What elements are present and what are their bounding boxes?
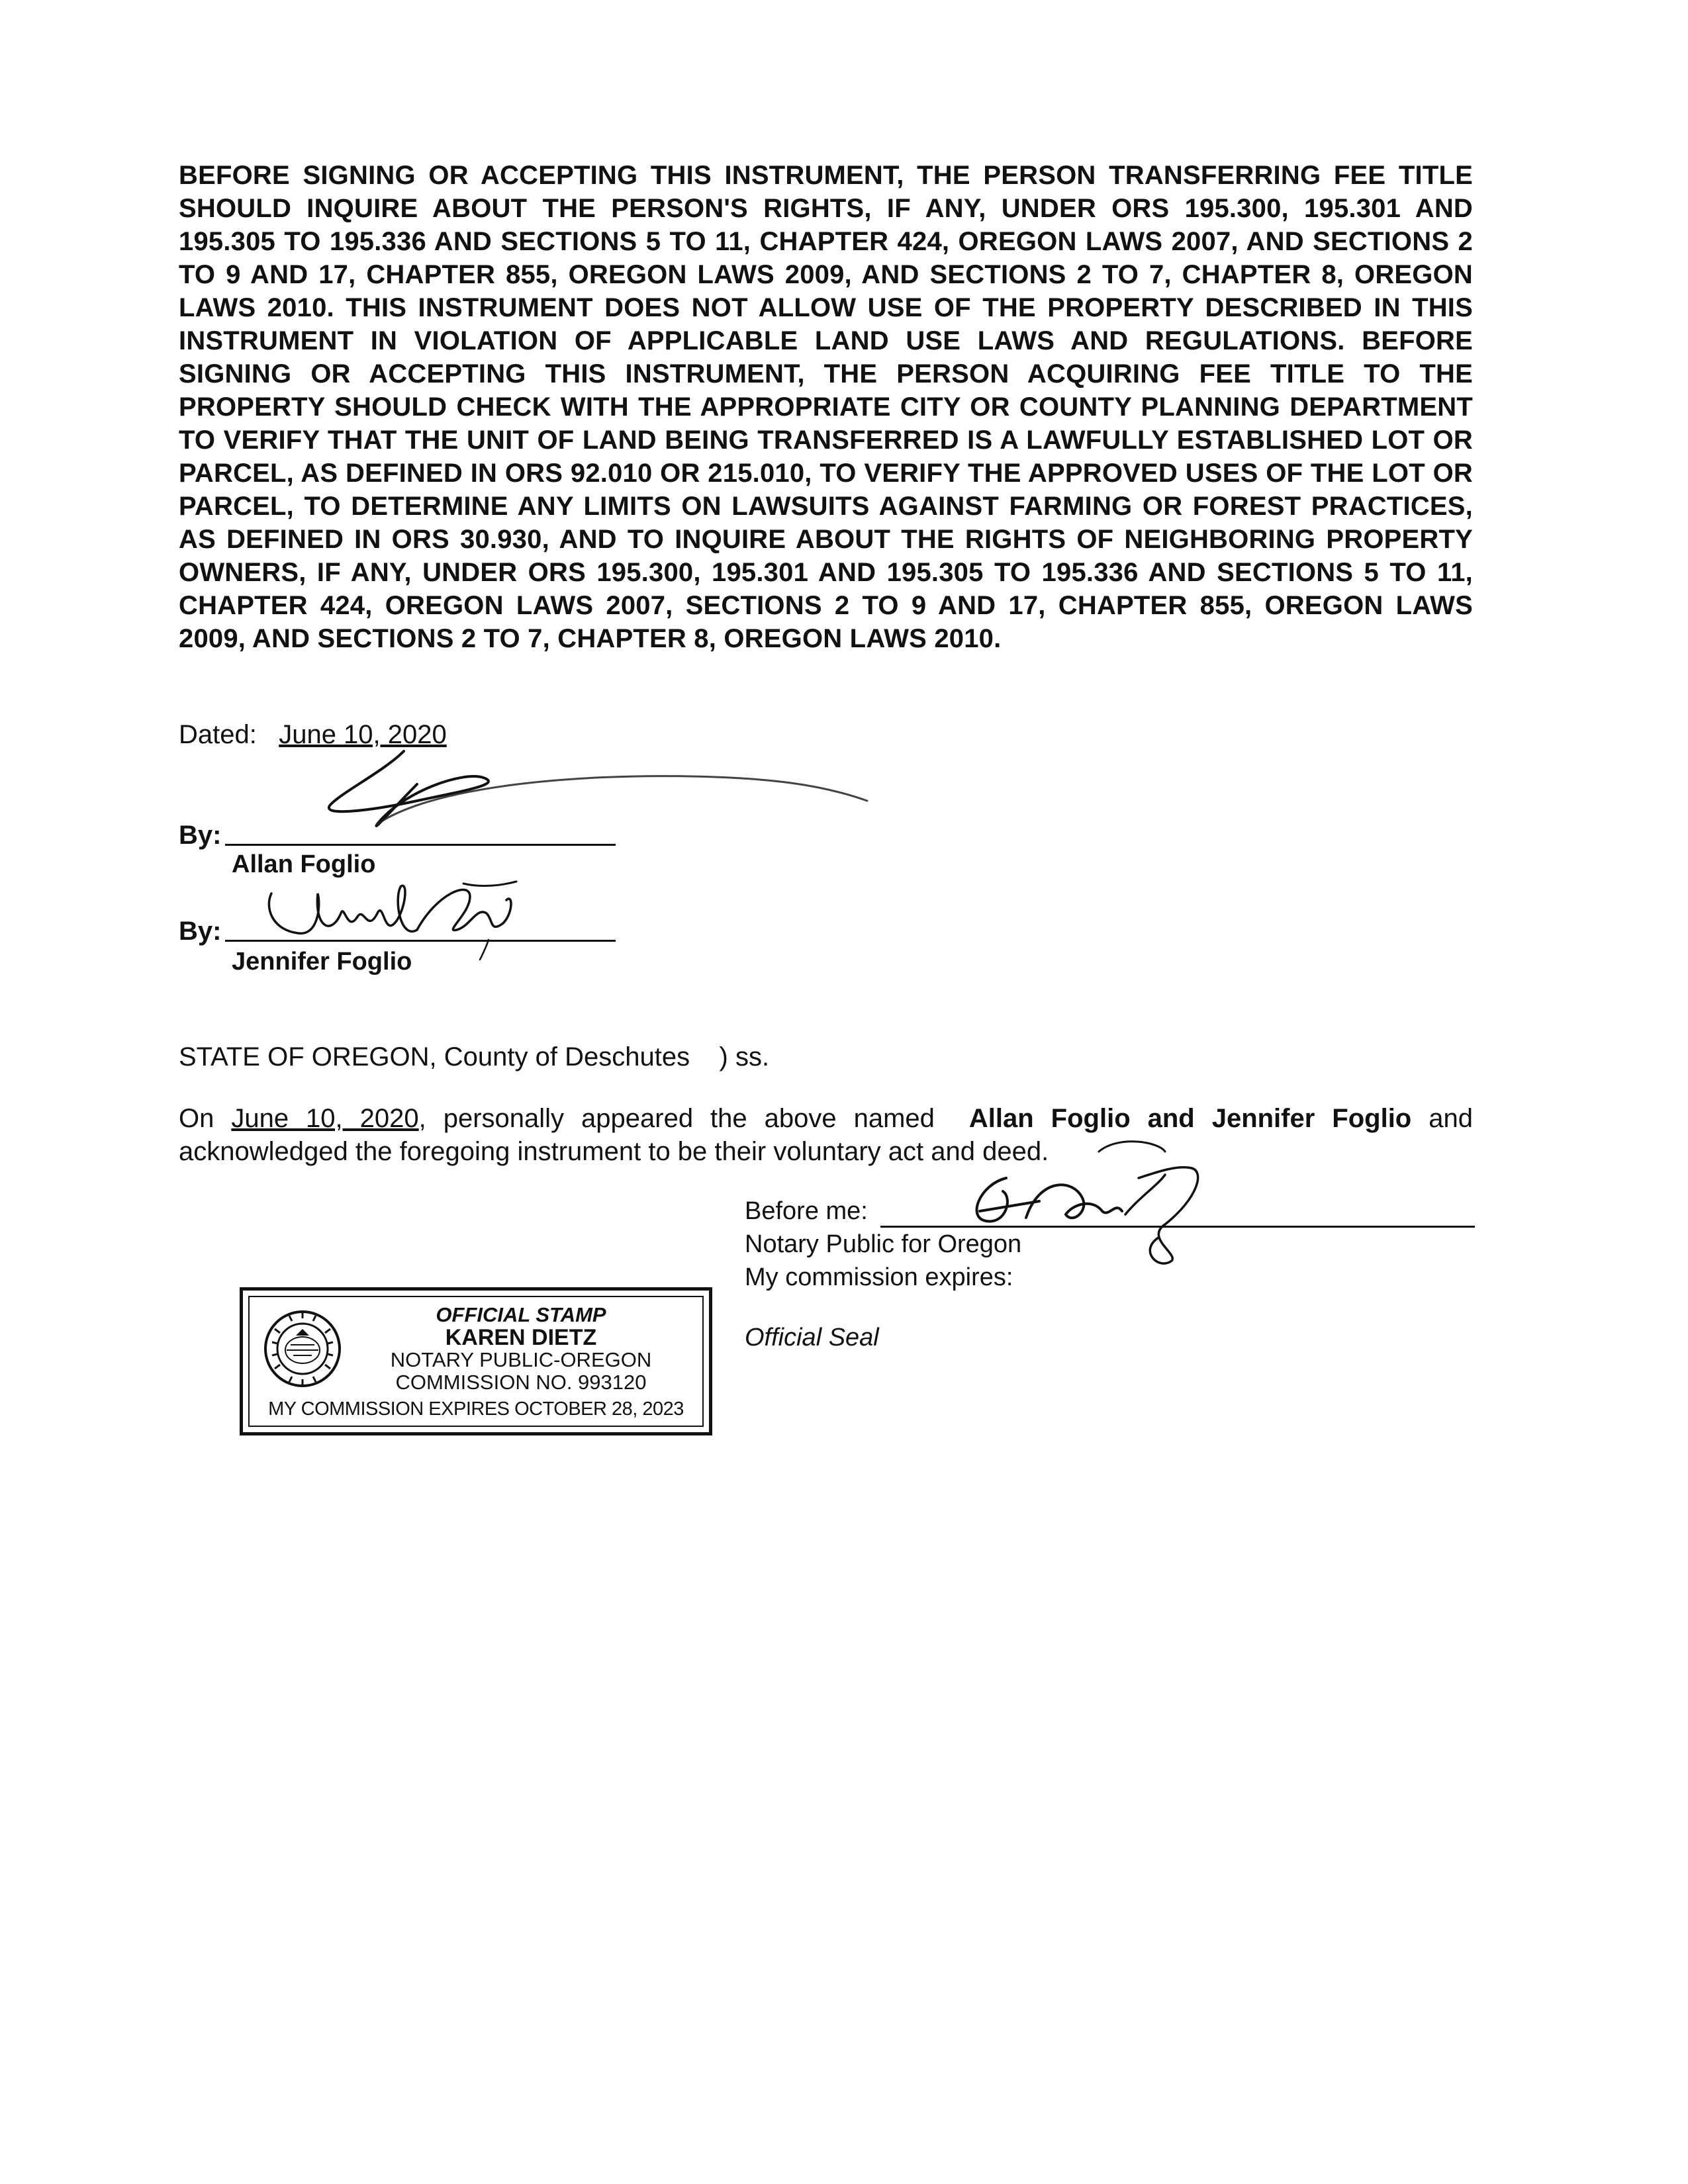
stamp-title: OFFICIAL STAMP	[436, 1303, 606, 1326]
ack-mid: , personally appeared the above named	[418, 1104, 935, 1133]
venue-state-county: STATE OF OREGON, County of Deschutes	[179, 1042, 690, 1071]
signer-name-2: Jennifer Foglio	[232, 948, 412, 976]
official-stamp	[240, 1287, 712, 1435]
ack-prefix: On	[179, 1104, 214, 1133]
ack-date: June 10, 2020	[231, 1104, 419, 1133]
official-seal-label: Official Seal	[745, 1324, 879, 1351]
notary-commission-label: My commission expires:	[745, 1263, 1013, 1291]
dated-value: June 10, 2020	[279, 720, 447, 749]
stamp-notary-name: KAREN DIETZ	[445, 1325, 597, 1350]
stamp-inner-border	[248, 1296, 704, 1427]
stamp-role: NOTARY PUBLIC-OREGON	[390, 1348, 652, 1371]
signer-name-1: Allan Foglio	[232, 850, 376, 878]
by-label-1: By:	[179, 821, 222, 850]
ack-suffix: and acknowledged the foregoing instrument to be their voluntary act and deed.	[179, 1104, 1473, 1166]
stamp-commission-number: COMMISSION NO. 993120	[395, 1371, 647, 1394]
land-use-warning-paragraph: BEFORE SIGNING OR ACCEPTING THIS INSTRUMENT, THE PERSON TRANSFERRING FEE TITLE SHOULD INQUIRE ABOUT THE PERSON'S RIGHTS, IF ANY, UNDER ORS 195.300, 195.301 AND 195.305 TO 195.336 AND SECTIONS 5 TO 11, CHAPTER 424, OREGON LAWS 2007, AND SECTIONS 2 TO 9 AND 17, CHAPTER 855, OREGON LAWS 2009, AND SECTIONS 2 TO 7, CHAPTER 8, OREGON LAWS 2010. THIS INSTRUMENT DOES NOT ALLOW USE OF THE PROPERTY DESCRIBED IN THIS INSTRUMENT IN VIOLATION OF APPLICABLE LAND USE LAWS AND REGULATIONS. BEFORE SIGNING OR ACCEPTING THIS INSTRUMENT, THE PERSON ACQUIRING FEE TITLE TO THE PROPERTY SHOULD CHECK WITH THE APPROPRIATE CITY OR COUNTY PLANNING DEPARTMENT TO VERIFY THAT THE UNIT OF LAND BEING TRANSFERRED IS A LAWFULLY ESTABLISHED LOT OR PARCEL, AS DEFINED IN ORS 92.010 OR 215.010, TO VERIFY THE APPROVED USES OF THE LOT OR PARCEL, TO DETERMINE ANY LIMITS ON LAWSUITS AGAINST FARMING OR FOREST PRACTICES, AS DEFINED IN ORS 30.930, AND TO INQUIRE ABOUT THE RIGHTS OF NEIGHBORING PROPERTY OWNERS, IF ANY, UNDER ORS 195.300, 195.301 AND 195.305 TO 195.336 AND SECTIONS 5 TO 11, CHAPTER 424, OREGON LAWS 2007, SECTIONS 2 TO 9 AND 17, CHAPTER 855, OREGON LAWS 2009, AND SECTIONS 2 TO 7, CHAPTER 8, OREGON LAWS 2010.	[179, 161, 1473, 653]
oregon-state-seal-icon	[263, 1309, 342, 1388]
notary-title: Notary Public for Oregon	[745, 1230, 1022, 1258]
dated-label: Dated:	[179, 720, 257, 749]
signature-allan-foglio	[318, 738, 880, 850]
by-label-2: By:	[179, 917, 222, 946]
venue-line	[179, 1042, 769, 1072]
signature-notary	[940, 1138, 1205, 1271]
acknowledgment-paragraph	[179, 1102, 1473, 1168]
notary-before-me: Before me:	[745, 1197, 868, 1225]
stamp-text-block	[349, 1304, 693, 1394]
stamp-expiry: MY COMMISSION EXPIRES OCTOBER 28, 2023	[268, 1398, 684, 1420]
ack-names: Allan Foglio and Jennifer Foglio	[968, 1104, 1412, 1133]
venue-ss: ) ss.	[719, 1042, 770, 1071]
